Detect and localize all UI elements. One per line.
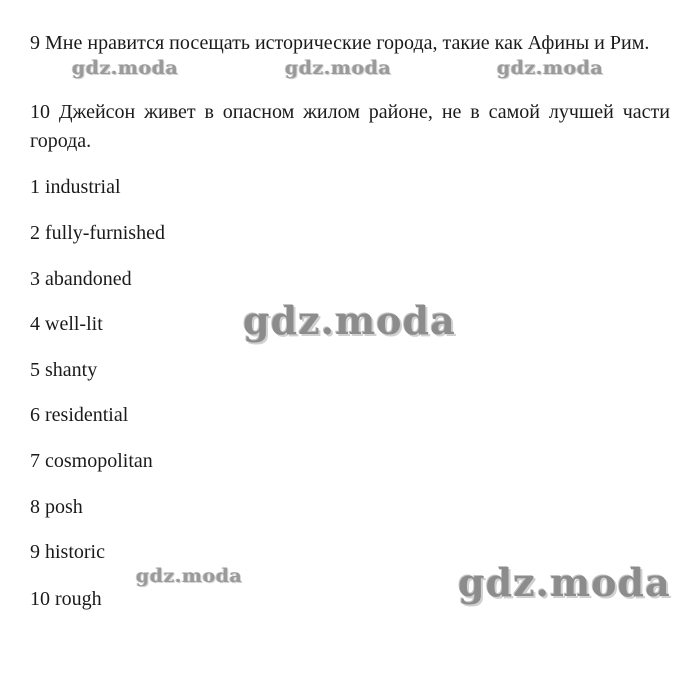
answer-item-7: 7 cosmopolitan — [30, 450, 153, 472]
sentence-10: 10 Джейсон живет в опасном жилом районе, не в самой лучшей части города. — [30, 101, 670, 152]
watermark-logo: gdz.moda — [497, 57, 604, 79]
answer-item-8: 8 posh — [30, 496, 83, 518]
watermark-logo: gdz.moda — [72, 57, 179, 79]
watermark-logo: gdz.moda — [458, 560, 671, 605]
answer-item-6: 6 residential — [30, 404, 129, 426]
watermark-logo: gdz.moda — [285, 57, 392, 79]
answer-item-5: 5 shanty — [30, 359, 98, 381]
answer-item-3: 3 abandoned — [30, 268, 132, 290]
answer-item-9: 9 historic — [30, 541, 105, 563]
watermark-logo: gdz.moda — [136, 565, 243, 587]
answer-item-10: 10 rough — [30, 588, 102, 610]
answer-item-4: 4 well-lit — [30, 313, 103, 335]
watermark-logo: gdz.moda — [243, 298, 456, 343]
sentence-9: 9 Мне нравится посещать исторические города, такие как Афины и Рим. — [30, 32, 650, 54]
answer-item-2: 2 fully-furnished — [30, 222, 165, 244]
answer-item-1: 1 industrial — [30, 176, 121, 198]
